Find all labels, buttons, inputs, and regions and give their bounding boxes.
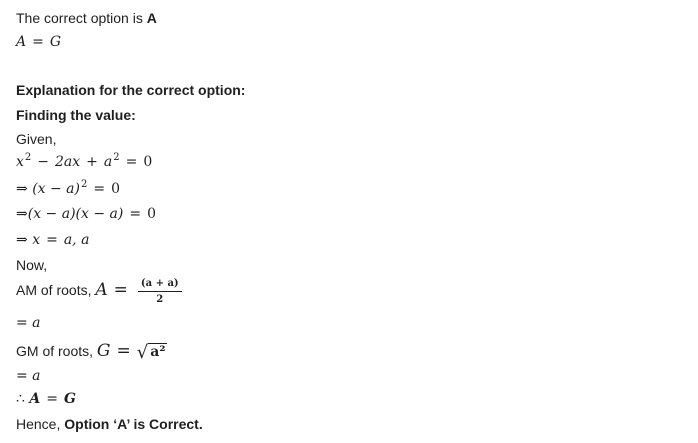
am-var: A [95, 280, 108, 301]
eq2-expr: (x − a) [32, 181, 80, 197]
eq1-term2: 2ax [55, 154, 81, 170]
conclusion-line [16, 416, 203, 432]
eq4-var: x [32, 232, 41, 248]
gm-line [16, 341, 167, 363]
eq3-expr: (x − a)(x − a) [27, 206, 124, 222]
eq2-equals: = [93, 181, 106, 197]
eq1-rhs: 0 [143, 154, 153, 170]
equation-2 [16, 181, 120, 197]
eq1-equals: = [125, 154, 138, 170]
therefore-equals: = [46, 391, 58, 407]
answer-equation [16, 34, 61, 50]
answer-line [16, 10, 157, 26]
eq1-minus: − [37, 154, 50, 170]
explanation-heading: Explanation for the correct option: [16, 82, 246, 98]
therefore-lhs: A [29, 391, 41, 407]
eq2-rhs: 0 [111, 181, 121, 197]
eq4-equals: = [46, 232, 58, 248]
am-label: AM of roots, [16, 282, 96, 299]
eq3-equals: = [129, 206, 142, 222]
answer-lhs: A [16, 34, 27, 50]
given-label: Given, [16, 131, 57, 147]
therefore-symbol: ∴ [16, 391, 25, 407]
eq1-exp1: 2 [24, 152, 32, 163]
am-equals: = [113, 280, 128, 301]
am-numerator: (a + a) [138, 278, 182, 292]
eq1-exp3: 2 [113, 152, 120, 163]
am-fraction [138, 278, 182, 305]
conclusion-prefix: Hence, [16, 416, 65, 432]
equation-4 [16, 232, 89, 248]
eq3-arrow: ⇒ [16, 206, 28, 222]
radical-sign: √ [136, 342, 149, 363]
eq1-plus: + [86, 154, 98, 170]
eq4-rhs: a, a [63, 232, 90, 248]
gm-equals: = [116, 341, 131, 361]
eq1-term1: x [16, 154, 24, 170]
answer-rhs: G [49, 34, 62, 50]
therefore-line [16, 391, 76, 407]
gm-label: GM of roots, [16, 343, 97, 359]
gm-sqrt [137, 342, 168, 363]
answer-eq-sign: = [32, 34, 44, 50]
eq2-exp: 2 [80, 179, 88, 190]
eq2-arrow: ⇒ [16, 181, 28, 197]
eq3-rhs: 0 [147, 206, 156, 222]
answer-prefix: The correct option is [16, 10, 147, 26]
now-label: Now, [16, 257, 48, 273]
eq4-arrow: ⇒ [16, 232, 28, 248]
gm-result: = a [16, 368, 41, 384]
finding-heading: Finding the value: [16, 107, 136, 123]
conclusion-bold: Option ‘A’ is Correct. [64, 416, 203, 432]
gm-radicand: a² [150, 344, 166, 360]
solution-content [16, 0, 686, 443]
am-denominator: 2 [156, 294, 164, 305]
answer-option: A [146, 10, 157, 26]
therefore-rhs: G [63, 391, 76, 407]
eq1-term3: a [103, 154, 113, 170]
gm-var: G [96, 341, 111, 361]
am-result: = a [16, 315, 41, 331]
equation-3 [16, 206, 156, 222]
am-line [16, 278, 182, 305]
equation-1 [16, 154, 152, 170]
